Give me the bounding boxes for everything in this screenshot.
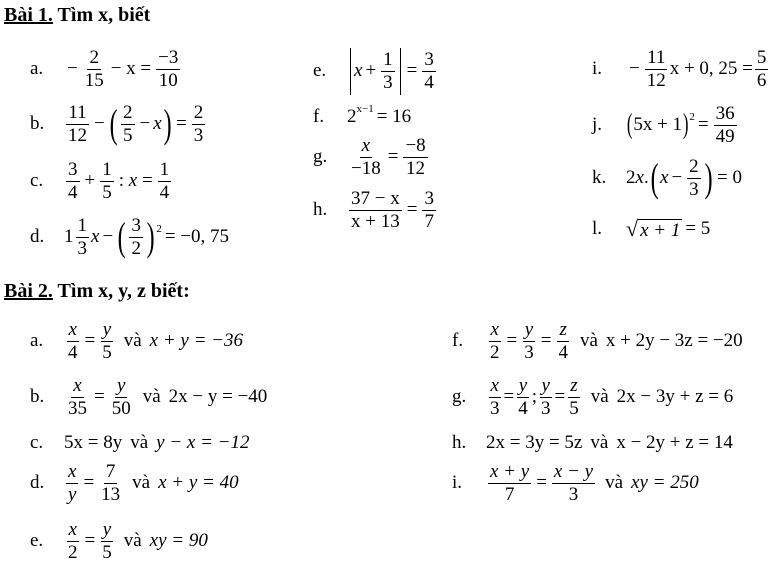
den: 12 (68, 124, 87, 146)
num: y (541, 375, 550, 396)
radicand: x + 1 (640, 220, 681, 241)
bai1-heading (4, 4, 150, 27)
num: z (559, 319, 567, 340)
label-l: l. (592, 218, 603, 239)
label-e: e. (313, 60, 327, 82)
num: 37 − x (351, 188, 400, 209)
num: 36 (715, 103, 735, 124)
exponent: 2 (689, 111, 695, 124)
b1-item-h (313, 189, 438, 232)
connector: và (605, 472, 624, 494)
connector: và (130, 432, 149, 453)
connector: và (590, 386, 609, 408)
label-i: i. (452, 472, 463, 494)
num: x (490, 319, 499, 340)
equation-b1k: 2x. ( x − $\frac{2}{3}$ ) = 0 (626, 155, 742, 201)
inner: 5x + 1 (633, 114, 683, 136)
condition: y − x = −12 (156, 432, 250, 453)
den: 35 (68, 397, 87, 419)
den: 15 (84, 69, 104, 91)
b1-item-j (592, 104, 739, 147)
num: y (102, 319, 112, 340)
num: x (68, 319, 77, 340)
equation-b1c: $\frac{3}{4}$ + $\frac{1}{5}$ : x = $\frac{1}{4}$ (68, 159, 170, 203)
equation-b2b: $\frac{x}{35}$ = $\frac{y}{50}$ và 2x − y = −40 (68, 375, 268, 419)
label-h: h. (452, 432, 467, 453)
den: −18 (351, 157, 381, 179)
label-b: b. (30, 113, 45, 135)
bai1-title: Tìm x, biết (52, 4, 151, 26)
connector: và (123, 530, 142, 552)
den: 3 (383, 71, 393, 93)
num: 1 (383, 49, 393, 70)
condition: xy = 90 (149, 530, 208, 552)
rhs: = 0 (717, 167, 742, 189)
equation-b1g: $\frac{x}{-18}$ = $\frac{-8}{12}$ (351, 135, 426, 179)
exponent: 2 (156, 223, 162, 236)
den: 12 (646, 69, 666, 91)
expr: − x = (110, 58, 152, 80)
bai2-number: Bài 2. (4, 280, 53, 302)
b1-item-b (30, 103, 207, 146)
den: 12 (406, 157, 426, 179)
connector: và (123, 330, 142, 352)
den: 3 (490, 397, 500, 419)
b1-item-f (313, 103, 414, 128)
equation-b2f: $\frac{x}{2}$ = $\frac{y}{3}$ = $\frac{z}{4}$ và x + 2y − 3z = −20 (490, 319, 743, 363)
num: y (117, 375, 126, 396)
num: x (73, 375, 82, 396)
label-f: f. (313, 106, 325, 127)
b1-item-g (313, 136, 430, 179)
num: 1 (77, 215, 87, 236)
connector: và (132, 472, 151, 494)
den: 10 (158, 69, 178, 91)
num: 2 (89, 47, 99, 68)
den: 3 (193, 124, 204, 146)
label-j: j. (592, 114, 603, 136)
equation-b2c (64, 432, 250, 454)
num: 3 (68, 159, 78, 180)
equation-b2g: $\frac{x}{3}$ = $\frac{y}{4}$ ; $\frac{y}{3}$ = $\frac{z}{5}$ và 2x − 3y + z = 6 (490, 375, 734, 419)
den: x + 13 (351, 210, 400, 232)
den: 3 (541, 397, 551, 419)
den: 5 (102, 341, 112, 363)
b2-item-g (452, 376, 733, 419)
expr: x + 0, 25 = (669, 58, 753, 80)
num: y (518, 375, 528, 396)
num: 7 (105, 461, 116, 482)
num: 3 (424, 49, 434, 70)
den: 2 (131, 237, 141, 259)
b2-item-e (30, 520, 208, 563)
label-b: b. (30, 386, 45, 408)
equation-b1a: − $\frac{2}{15}$ − x = $\frac{-3}{10}$ (67, 47, 179, 91)
num: x (361, 135, 371, 156)
b1-item-a (30, 48, 182, 91)
label-d: d. (30, 226, 45, 248)
den: 6 (756, 69, 767, 91)
b1-item-e (313, 48, 438, 95)
num: 11 (647, 47, 666, 68)
connector: và (590, 432, 609, 453)
label-c: c. (30, 170, 44, 192)
condition: x + y = −36 (149, 330, 243, 352)
num: −3 (158, 47, 179, 68)
num: y (524, 319, 534, 340)
num: 3 (424, 188, 434, 209)
b2-item-d (30, 462, 239, 505)
den: 5 (102, 541, 112, 563)
equation-b1l: √ x + 1 = 5 (626, 216, 711, 241)
connector: và (142, 386, 161, 408)
rhs: = −0, 75 (164, 226, 229, 248)
equation-b1f (347, 103, 414, 128)
den: 2 (490, 341, 500, 363)
label-e: e. (30, 530, 44, 552)
num: x − y (553, 461, 594, 482)
label-a: a. (30, 330, 44, 352)
den: 49 (715, 125, 735, 147)
label-d: d. (30, 472, 45, 494)
b2-item-f (452, 320, 743, 363)
num: 1 (159, 159, 170, 180)
den: 4 (159, 181, 170, 203)
equation: 5x = 8y (64, 432, 123, 453)
den: 3 (568, 483, 579, 505)
num: x + y (490, 461, 530, 482)
den: 3 (689, 178, 699, 200)
b2-item-b (30, 376, 267, 419)
den: y (68, 483, 77, 505)
label-k: k. (592, 167, 607, 189)
den: 3 (77, 237, 87, 259)
b1-item-d (30, 216, 232, 259)
label-f: f. (452, 330, 464, 352)
den: 4 (68, 341, 78, 363)
num: 2 (689, 156, 699, 177)
condition: x − 2y + z = 14 (616, 432, 733, 453)
equation: 2x = 3y = 5z (486, 432, 583, 453)
den: 7 (504, 483, 515, 505)
num: y (102, 519, 112, 540)
b2-item-c (30, 432, 250, 454)
label-a: a. (30, 58, 44, 80)
equation-b1i: − $\frac{11}{12}$ x + 0, 25 = $\frac{5}{6}$ (629, 47, 767, 91)
b1-item-i (592, 48, 770, 91)
label-c: c. (30, 432, 44, 453)
b2-item-a (30, 320, 243, 363)
label-h: h. (313, 199, 328, 221)
equation-b2h (486, 432, 733, 454)
label-i: i. (592, 58, 603, 80)
num: 3 (131, 215, 141, 236)
num: −8 (405, 135, 426, 156)
b2-item-i (452, 462, 699, 505)
den: 5 (123, 124, 133, 146)
bai1-number: Bài 1. (4, 4, 53, 26)
bai2-title: Tìm x, y, z biết: (52, 280, 190, 302)
den: 7 (424, 210, 434, 232)
num: 5 (756, 47, 767, 68)
condition: 2x − 3y + z = 6 (616, 386, 734, 408)
num: x (490, 375, 499, 396)
condition: 2x − y = −40 (168, 386, 268, 408)
rhs: = 16 (376, 106, 412, 127)
num: 2 (123, 102, 133, 123)
den: 4 (518, 397, 528, 419)
num: x (68, 519, 77, 540)
equation-b2e: $\frac{x}{2}$ = $\frac{y}{5}$ và xy = 90 (68, 519, 208, 563)
b1-item-k (592, 157, 745, 200)
den: 5 (102, 181, 112, 203)
den: 2 (68, 541, 78, 563)
equation-b2d: $\frac{x}{y}$ = $\frac{7}{13}$ và x + y = 40 (68, 461, 239, 505)
equation-b1d: 1 $\frac{1}{3}$ x − ( $\frac{3}{2}$ ) 2 = −0, 75 (64, 214, 229, 260)
bai2-heading (4, 280, 190, 303)
num: z (570, 375, 578, 396)
equation-b1j: ( 5x + 1 ) 2 = $\frac{36}{49}$ (626, 103, 735, 147)
num: x (68, 461, 77, 482)
label-g: g. (452, 386, 467, 408)
b1-item-c (30, 160, 173, 203)
den: 50 (111, 397, 131, 419)
den: 5 (569, 397, 579, 419)
b1-item-l (592, 216, 713, 242)
den: 4 (68, 181, 78, 203)
equation-b2a: $\frac{x}{4}$ = $\frac{y}{5}$ và x + y = −36 (68, 319, 243, 363)
label-g: g. (313, 146, 328, 168)
den: 13 (101, 483, 121, 505)
b2-item-h (452, 432, 733, 454)
condition: x + 2y − 3z = −20 (605, 330, 743, 352)
den: 4 (424, 71, 434, 93)
exponent: x−1 (356, 103, 374, 115)
den: 4 (558, 341, 568, 363)
num: 2 (193, 102, 204, 123)
whole-part: 1 (64, 226, 74, 248)
condition: xy = 250 (631, 472, 699, 494)
equation-b1h: $\frac{37 - x}{x + 13}$ = $\frac{3}{7}$ (351, 188, 434, 232)
den: 3 (524, 341, 534, 363)
base: 2 (347, 106, 357, 127)
condition: x + y = 40 (158, 472, 239, 494)
equation-b1b: $\frac{11}{12}$ − ( $\frac{2}{5}$ − x ) = $\frac{2}{3}$ (68, 101, 204, 147)
equation-b2i: $\frac{x + y}{7}$ = $\frac{x - y}{3}$ và xy = 250 (490, 461, 699, 505)
rhs: = 5 (685, 218, 711, 239)
equation-b1e: x + $\frac{1}{3}$ = $\frac{3}{4}$ (347, 48, 438, 95)
num: 11 (68, 102, 87, 123)
connector: và (579, 330, 598, 352)
num: 1 (102, 159, 112, 180)
